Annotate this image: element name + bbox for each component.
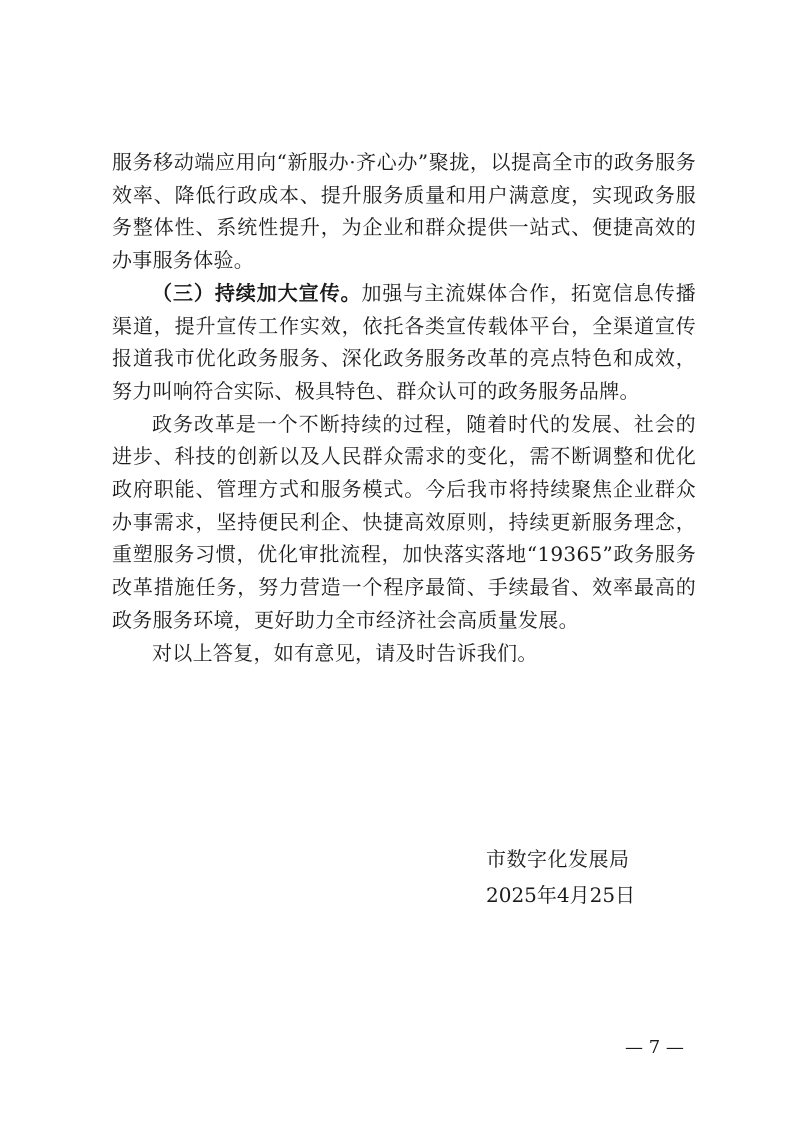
paragraph-closing: 对以上答复，如有意见，请及时告诉我们。 — [152, 640, 538, 665]
page-number: — 7 — — [625, 1037, 684, 1058]
paragraph-publicity-text: 加强与主流媒体合作，拓宽信息传播渠道，提升宣传工作实效，依托各类宣传载体平台，全渠道宣传报道我市优化政务服务、深化政务服务改革的亮点特色和成效，努力叫响符合实际、极具特色、群众认可的政务服务品牌。 — [112, 280, 696, 403]
paragraph-publicity — [112, 277, 696, 408]
signature-date: 2025年4月25日 — [486, 883, 636, 907]
paragraph-conclusion: 政务改革是一个不断持续的过程，随着时代的发展、社会的进步、科技的创新以及人民群众需求的变化，需不断调整和优化政府职能、管理方式和服务模式。今后我市将持续聚焦企业群众办事需求，坚持便民利企、快捷高效原则，持续更新服务理念，重塑服务习惯，优化审批流程，加快落实落地“19365”政务服务改革措施任务，努力营造一个程序最简、手续最省、效率最高的政务服务环境，更好助力全市经济社会高质量发展。 — [112, 411, 696, 632]
document-body — [112, 146, 696, 669]
paragraph-continuation: 服务移动端应用向“新服办·齐心办”聚拢，以提高全市的政务服务效率、降低行政成本、提升服务质量和用户满意度，实现政务服务整体性、系统性提升，为企业和群众提供一站式、便捷高效的办事服务体验。 — [112, 150, 696, 273]
section-heading-publicity: （三）持续加大宣传。 — [152, 280, 362, 305]
signature-organization: 市数字化发展局 — [486, 847, 630, 871]
